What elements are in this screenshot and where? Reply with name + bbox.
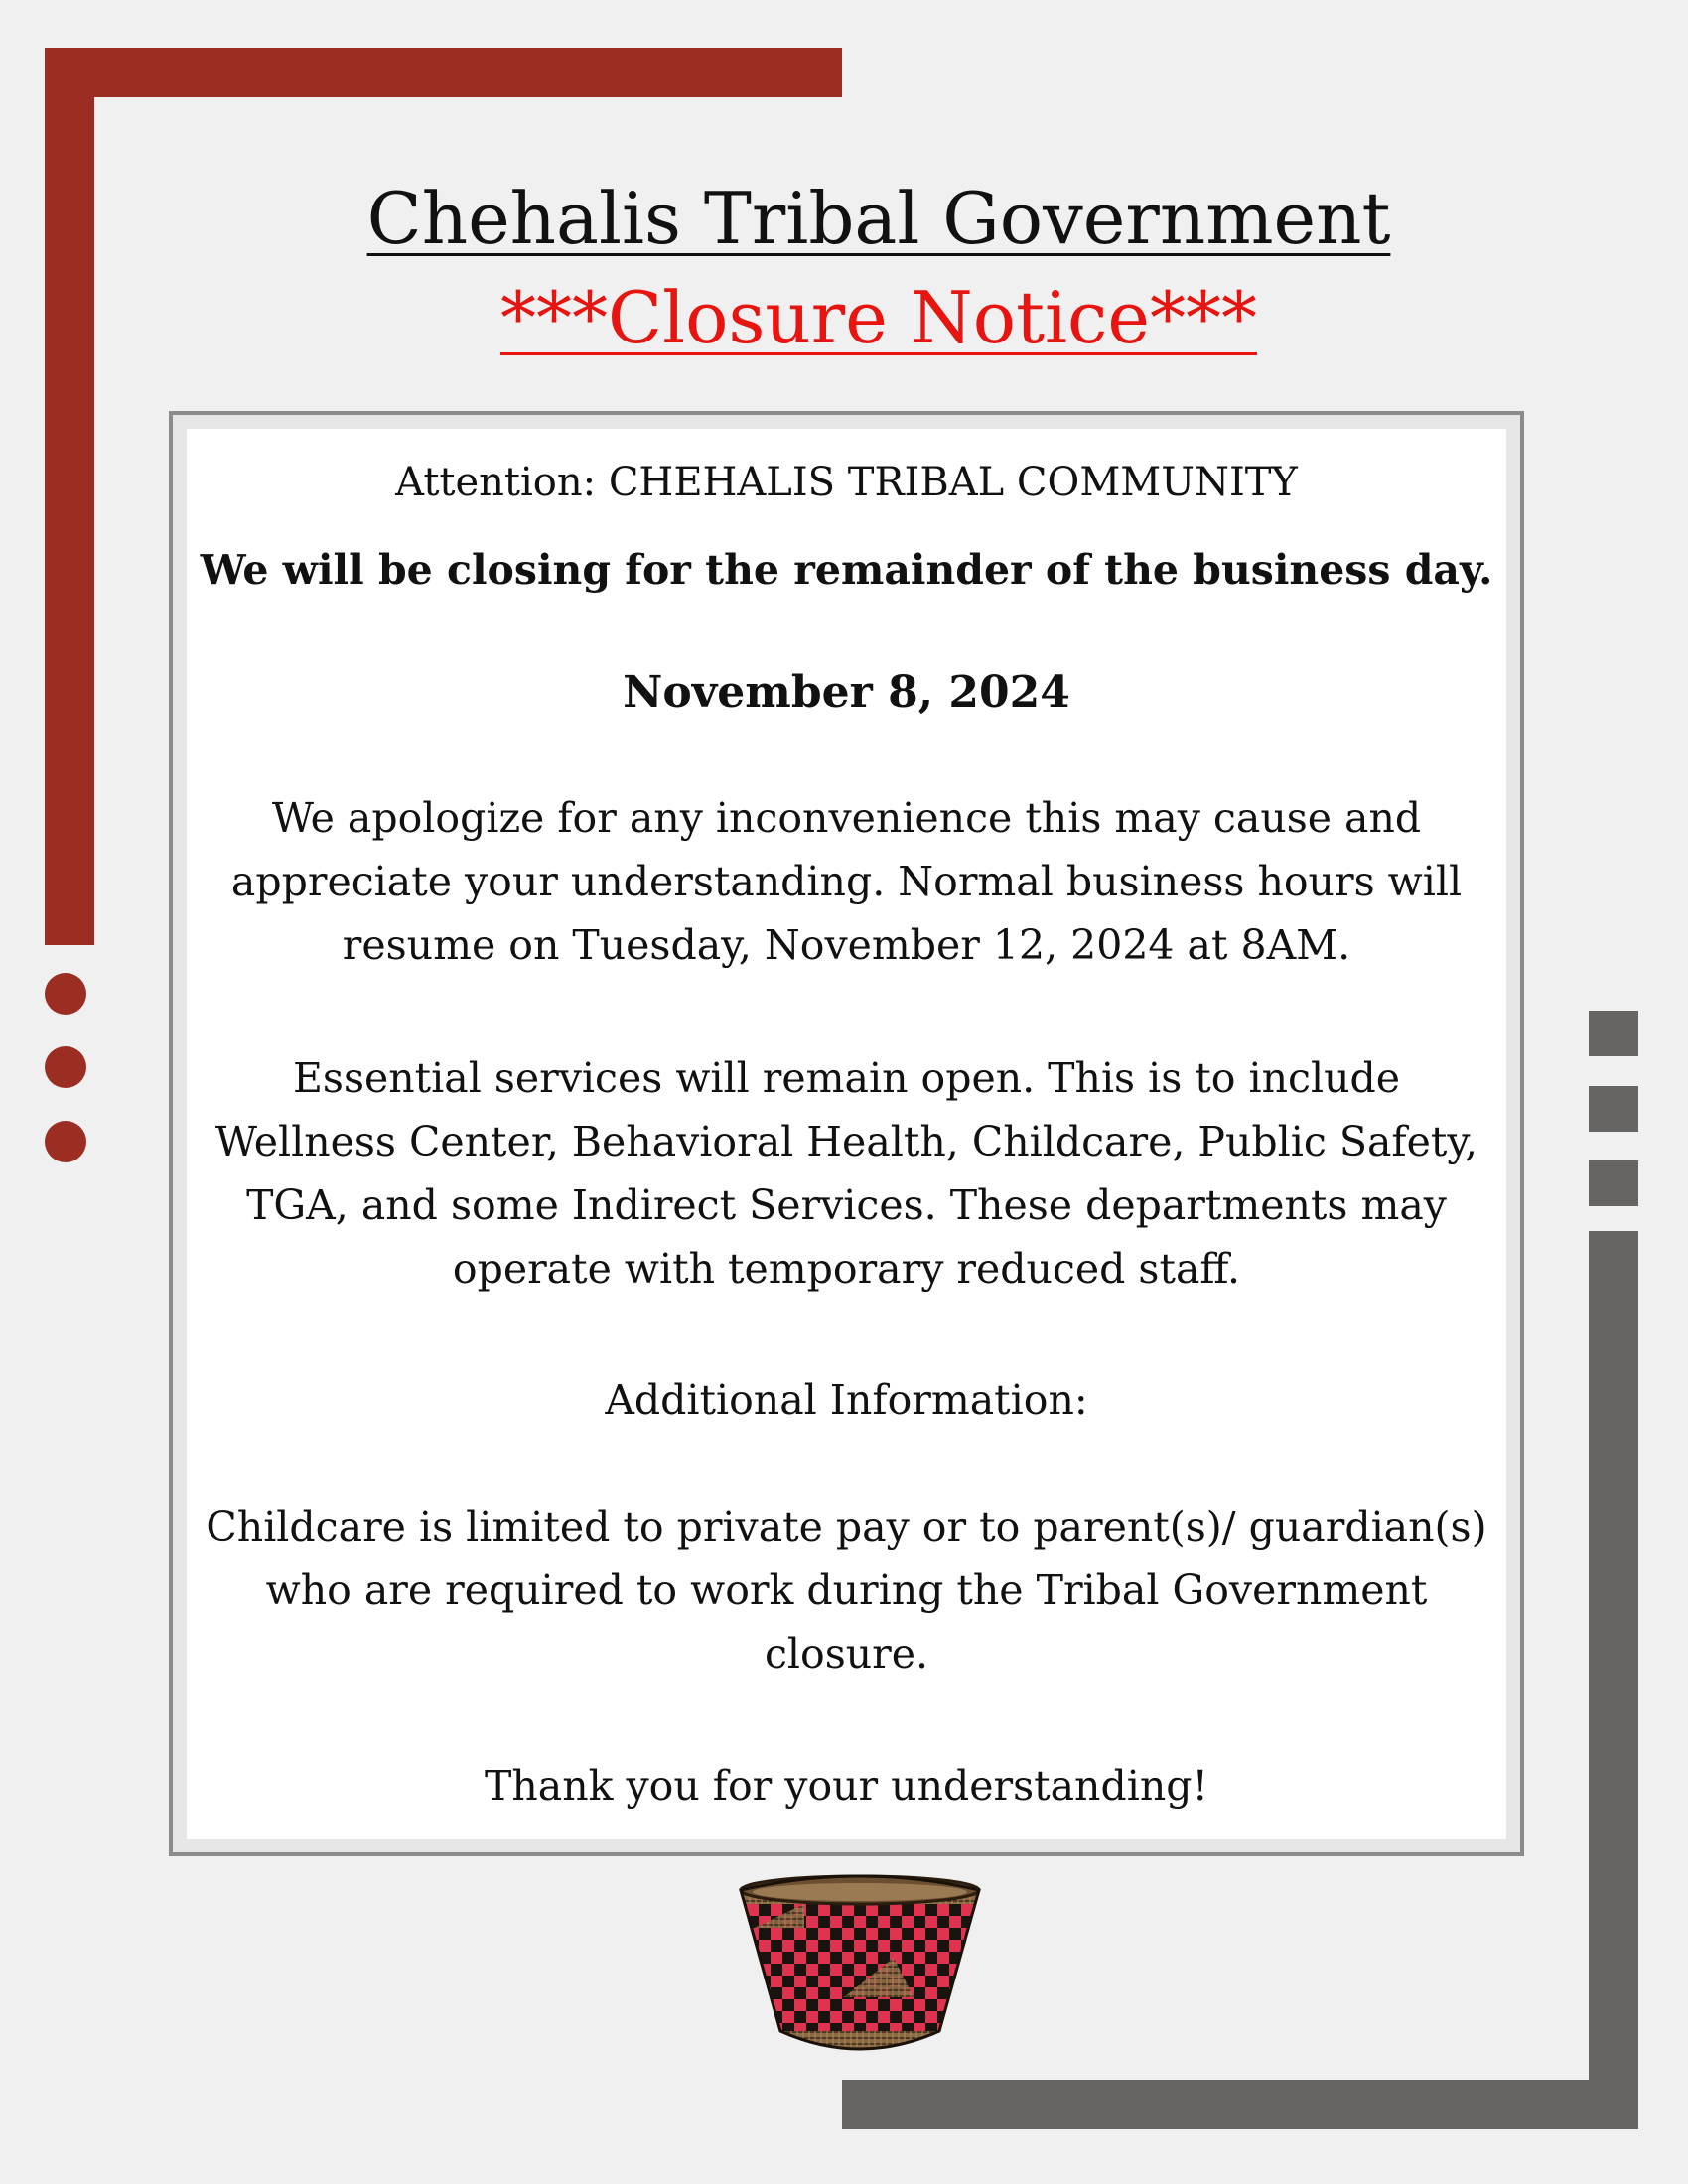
gray-square-3 [1589, 1160, 1638, 1206]
attention-line: Attention: CHEHALIS TRIBAL COMMUNITY [395, 460, 1298, 505]
childcare-paragraph: Childcare is limited to private pay or to parent(s)/ guardian(s) who are required to work during the Tribal Government closure. [206, 1503, 1487, 1678]
gray-frame-bottom [842, 2080, 1638, 2129]
red-dot-2 [45, 1046, 86, 1088]
page-title: Chehalis Tribal Government [366, 177, 1391, 260]
closure-notice-heading: ***Closure Notice*** [500, 276, 1257, 359]
red-frame-top [45, 48, 842, 97]
notice-box [169, 411, 1524, 1856]
red-dot-3 [45, 1121, 86, 1162]
closing-statement: We will be closing for the remainder of the business day. [200, 546, 1493, 594]
notice-content [187, 429, 1506, 1839]
gray-square-2 [1589, 1086, 1638, 1132]
woven-basket-icon [735, 1868, 985, 2063]
red-dot-1 [45, 973, 86, 1015]
gray-square-1 [1589, 1011, 1638, 1056]
gray-frame-right [1589, 1231, 1638, 2129]
closure-date: November 8, 2024 [623, 667, 1070, 718]
thank-you-line: Thank you for your understanding! [485, 1762, 1208, 1810]
essential-services-paragraph: Essential services will remain open. This is to include Wellness Center, Behavioral Health, Childcare, Public Safety, TGA, and some Indirect Services. These departments may operate with temporary reduced staff. [214, 1054, 1478, 1293]
apology-paragraph: We apologize for any inconvenience this may cause and appreciate your understanding. Normal business hours will resume on Tuesday, November 12, 2024 at 8AM. [230, 794, 1463, 969]
additional-info-heading: Additional Information: [605, 1376, 1088, 1424]
